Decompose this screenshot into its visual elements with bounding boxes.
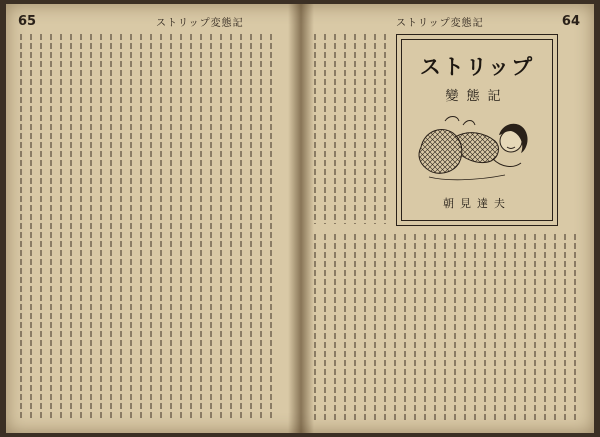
text-column xyxy=(354,34,356,224)
running-head: ストリップ変態記 xyxy=(156,18,244,29)
text-column xyxy=(534,234,536,420)
text-column xyxy=(564,234,566,420)
title-box xyxy=(396,34,558,226)
article-subtitle: 變態記 xyxy=(445,89,509,104)
text-column xyxy=(394,234,396,420)
text-column xyxy=(140,34,142,418)
text-column xyxy=(374,34,376,224)
text-column xyxy=(80,34,82,418)
text-column xyxy=(250,34,252,418)
text-column xyxy=(464,234,466,420)
text-column xyxy=(170,34,172,418)
text-column xyxy=(544,234,546,420)
text-column xyxy=(160,34,162,418)
text-column xyxy=(324,34,326,224)
page-number: 64 xyxy=(561,14,580,29)
text-column xyxy=(554,234,556,420)
text-column xyxy=(260,34,262,418)
right-page xyxy=(300,4,594,433)
text-column xyxy=(90,34,92,418)
article-title: ストリップ xyxy=(419,55,535,79)
text-column xyxy=(314,234,316,420)
text-column xyxy=(494,234,496,420)
text-column xyxy=(334,34,336,224)
open-book-spread xyxy=(6,4,594,433)
text-column xyxy=(324,234,326,420)
text-column xyxy=(574,234,576,420)
text-column xyxy=(364,234,366,420)
text-column xyxy=(70,34,72,418)
text-column xyxy=(190,34,192,418)
text-column xyxy=(120,34,122,418)
text-column xyxy=(110,34,112,418)
text-column xyxy=(220,34,222,418)
text-column xyxy=(524,234,526,420)
text-column xyxy=(384,34,386,224)
text-column xyxy=(40,34,42,418)
text-column xyxy=(454,234,456,420)
text-column xyxy=(270,34,272,418)
text-column xyxy=(210,34,212,418)
text-column xyxy=(364,34,366,224)
left-page xyxy=(6,4,300,433)
text-column xyxy=(100,34,102,418)
text-column xyxy=(484,234,486,420)
text-column xyxy=(374,234,376,420)
text-column xyxy=(354,234,356,420)
text-column xyxy=(504,234,506,420)
page-number: 65 xyxy=(18,14,37,29)
text-column xyxy=(230,34,232,418)
text-column xyxy=(404,234,406,420)
text-column xyxy=(514,234,516,420)
running-head: ストリップ変態記 xyxy=(396,18,484,29)
text-column xyxy=(30,34,32,418)
text-column xyxy=(60,34,62,418)
text-column xyxy=(474,234,476,420)
text-column xyxy=(150,34,152,418)
text-column xyxy=(20,34,22,418)
text-column xyxy=(434,234,436,420)
text-column xyxy=(50,34,52,418)
text-column xyxy=(200,34,202,418)
text-column xyxy=(384,234,386,420)
text-column xyxy=(444,234,446,420)
text-column xyxy=(180,34,182,418)
text-column xyxy=(240,34,242,418)
text-column xyxy=(130,34,132,418)
text-column xyxy=(424,234,426,420)
text-column xyxy=(314,34,316,224)
text-column xyxy=(344,34,346,224)
text-column xyxy=(334,234,336,420)
book-gutter xyxy=(288,4,314,433)
text-column xyxy=(414,234,416,420)
reclining-figure-illustration xyxy=(415,107,531,185)
text-column xyxy=(344,234,346,420)
article-author: 朝見達夫 xyxy=(443,197,511,210)
